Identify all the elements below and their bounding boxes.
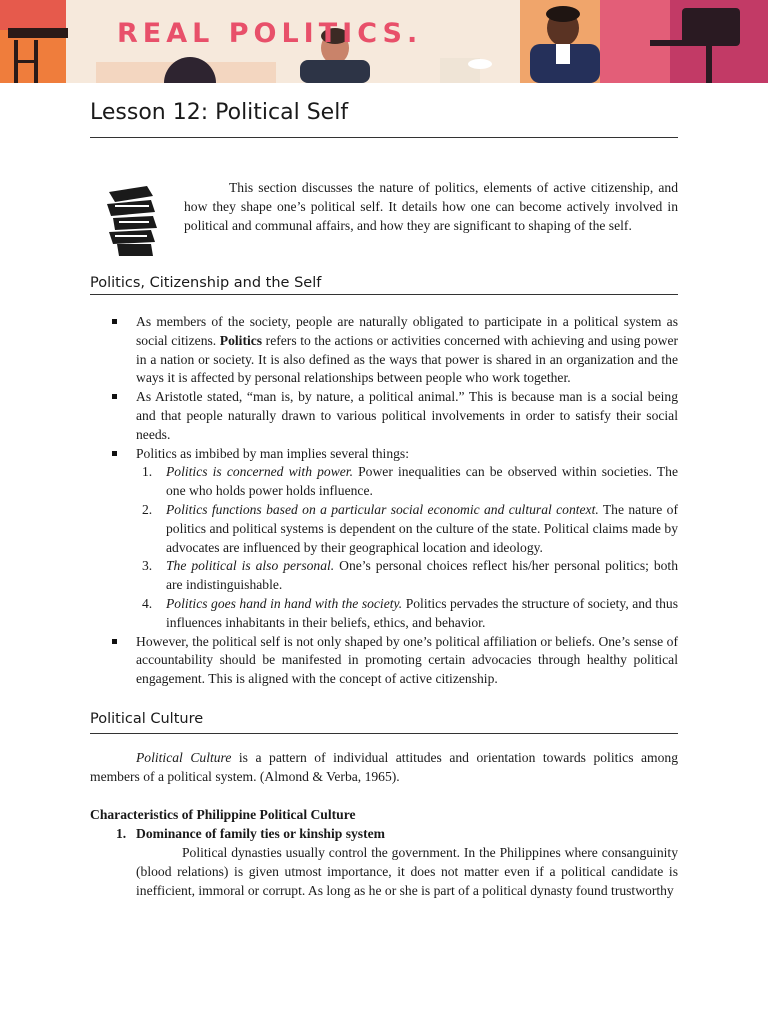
list-item	[136, 463, 678, 501]
item-italic: The political is also personal.	[166, 558, 335, 574]
bullet-text: Politics as imbibed by man implies several things:	[136, 445, 409, 461]
characteristic-title-text: Dominance of family ties or kinship system	[136, 826, 385, 841]
section-heading-political-culture: Political Culture	[90, 711, 204, 727]
item-text: Politics pervades the structure of society, and thus influences inhabitants in their beliefs, ethics, and behavior.	[166, 595, 678, 630]
definition-text: is a pattern of individual attitudes and orientation towards politics among members of a political system. (Almond & Verba, 1965).	[90, 750, 679, 784]
political-culture-definition	[90, 748, 678, 786]
section-divider	[90, 294, 678, 295]
item-italic: Politics is concerned with power.	[166, 464, 353, 480]
bullet-icon	[112, 639, 117, 644]
politics-numbered-list	[136, 463, 678, 632]
characteristics-heading	[90, 805, 678, 824]
banner-title: REAL POLITICS.	[117, 18, 423, 49]
item-italic: Politics functions based on a particular social economic and cultural context.	[166, 501, 599, 517]
title-divider	[90, 137, 678, 138]
bullet-icon	[112, 451, 117, 456]
section-heading-politics-citizenship: Politics, Citizenship and the Self	[90, 275, 322, 291]
list-item	[112, 313, 678, 388]
list-item	[112, 445, 678, 633]
list-item	[136, 595, 678, 633]
term-politics: Politics	[219, 332, 263, 348]
bullet-text: As members of the society, people are naturally obligated to participate in a political system as social citizens.	[136, 314, 678, 348]
item-text: Power inequalities can be observed within societies. The one who holds power holds influence.	[166, 464, 678, 499]
item-text: The nature of politics and political systems is dependent on the culture of the state. Political claims made by advocates are influenced by their geographical location and ideology.	[166, 501, 678, 555]
list-item	[112, 388, 678, 444]
lesson-title: Lesson 12: Political Self	[90, 100, 349, 125]
header-banner	[0, 0, 768, 83]
item-number: 1.	[142, 464, 153, 480]
bullet-text: However, the political self is not only shaped by one’s political affiliation or beliefs. One’s sense of accountability should be manifested in promoting certain advocacies through healthy political engagement. This is aligned with the concept of active citizenship.	[136, 633, 678, 687]
item-italic: Politics goes hand in hand with the society.	[166, 595, 403, 611]
characteristic-1-text: Political dynasties usually control the government. In the Philippines where consanguinity (blood relations) is given utmost importance, it does not matter even if a political candidate is inefficient, immoral or corrupt. As long as he or she is part of a political dynasty found trustworthy	[136, 845, 678, 898]
list-item	[136, 501, 678, 557]
term-political-culture: Political Culture	[136, 750, 232, 765]
list-item	[112, 633, 678, 689]
bullet-text: As Aristotle stated, “man is, by nature, a political animal.” This is because man is a social being and that people naturally drawn to various political involvements in order to satisfy their social needs.	[136, 389, 678, 442]
bullet-icon	[112, 394, 117, 399]
list-item	[136, 557, 678, 595]
intro-paragraph: This section discusses the nature of politics, elements of active citizenship, and how they shape one’s political self. It details how one can become actively involved in political and communal affairs, and how they are significant to shaping of the self.	[184, 180, 678, 233]
characteristic-1-title	[90, 824, 678, 843]
section-divider	[90, 733, 678, 734]
item-number: 2.	[142, 501, 153, 517]
item-number: 4.	[142, 595, 153, 611]
item-number: 3.	[142, 558, 153, 574]
bullet-icon	[112, 319, 117, 324]
books-stack-icon	[103, 184, 161, 263]
bullet-text: refers to the actions or activities concerned with achieving and using power in a nation or society. It is also defined as the ways that power is shared in an organization and the ways it is affected by personal relationships between people who work together.	[136, 332, 679, 386]
item-text: One’s personal choices reflect his/her personal politics; both are indistinguishable.	[166, 558, 678, 593]
politics-bullet-list	[112, 313, 678, 689]
item-number: 1.	[116, 826, 127, 841]
characteristics-heading-text: Characteristics of Philippine Political Culture	[90, 807, 356, 822]
